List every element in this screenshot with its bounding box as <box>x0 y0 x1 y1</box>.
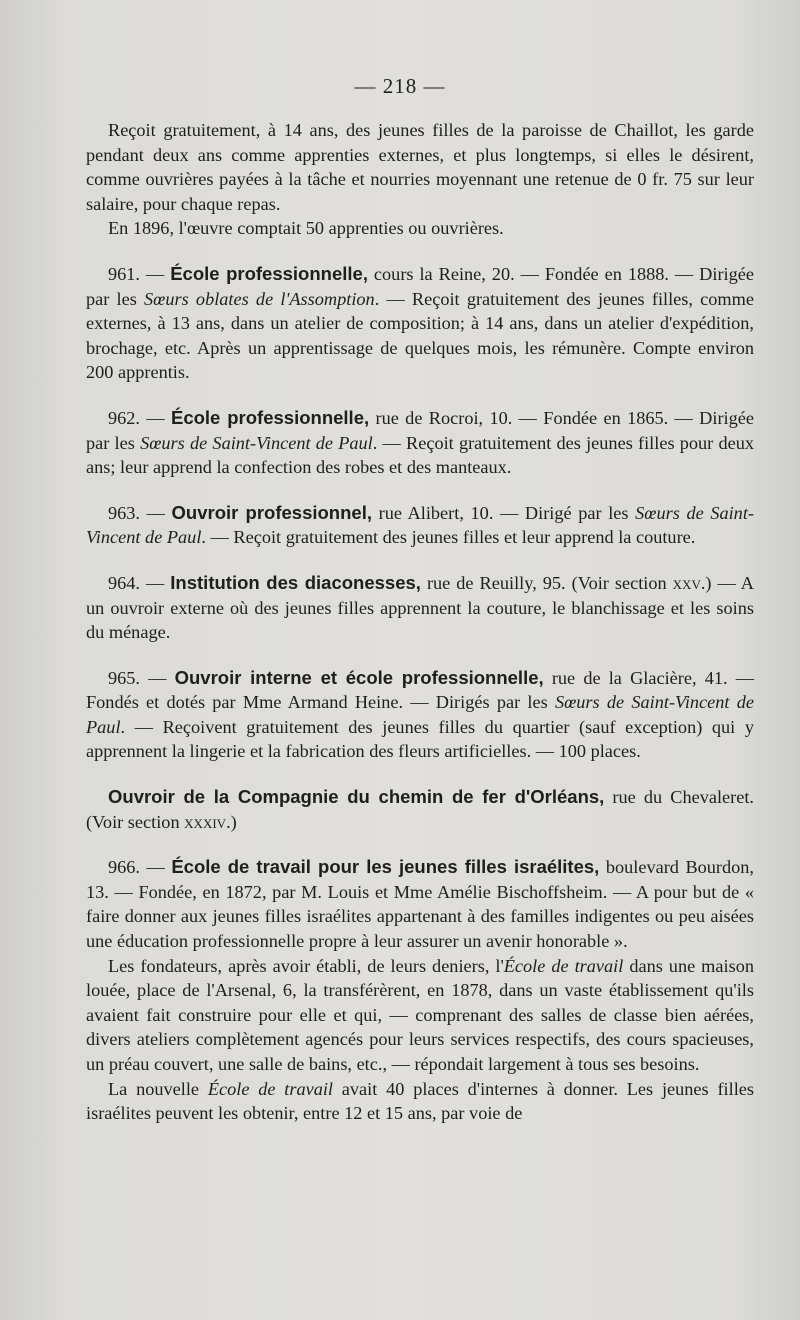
entry-number: 962. <box>108 407 140 428</box>
entry-number: 964. <box>108 572 140 593</box>
institution-name: Institution des diaconesses, <box>170 571 421 593</box>
school-title: École de travail <box>207 1078 334 1099</box>
paragraph-fondateurs: Les fondateurs, après avoir établi, de leurs deniers, l'École de travail dans une maison louée, place de l'Arsenal, 6, la transférèrent, en 1878, dans un vaste établissement qu'ils avaient fait construire pour elle et qui, — comprenant des salles de classe bien aérées, divers ateliers complètement agencés pour leurs services respectifs, des cours spacieuses, un préau couvert, une salle de bains, etc., — répondait largement à tous ses besoins. <box>86 955 754 1074</box>
entry-number: 963. <box>108 502 140 523</box>
entry-964: 964. — Institution des diaconesses, rue de Reuilly, 95. (Voir section xxv.) — A un ouvroir externe où des jeunes filles apprennent la couture, le blanchissage et les soins du ménage. <box>86 571 754 643</box>
entry-966: 966. — École de travail pour les jeunes filles israélites, boulevard Bourdon, 13. — Fondée, en 1872, par M. Louis et Mme Amélie Bischoffsheim. — A pour but de « faire donner aux jeunes filles israélites appartenant à des familles indigentes ou peu aisées une éducation professionnelle propre à leur assurer un avenir honorable ». <box>86 856 754 952</box>
section-ref: xxv <box>672 572 701 593</box>
institution-name: École professionnelle, <box>170 406 370 428</box>
institution-name: Ouvroir interne et école professionnelle, <box>174 666 544 688</box>
page-body <box>86 118 754 1126</box>
entry-961: 961. — École professionnelle, cours la Reine, 20. — Fondée en 1888. — Dirigée par les Sœurs oblates de l'Assomption. — Reçoit gratuitement des jeunes filles, comme externes, à 13 ans, dans un atelier de composition; à 14 ans, dans un atelier d'expédition, brochage, etc. Après un apprentissage de quelques mois, les rémunère. Compte environ 200 apprentis. <box>86 262 754 383</box>
entry-number: 965. <box>108 667 140 688</box>
paragraph-nouvelle-ecole: La nouvelle École de travail avait 40 places d'internes à donner. Les jeunes filles israélites peuvent les obtenir, entre 12 et 15 ans, par voie de <box>86 1078 754 1124</box>
congregation: Sœurs de Saint-Vincent de Paul <box>140 432 373 453</box>
entry-963: 963. — Ouvroir professionnel, rue Alibert, 10. — Dirigé par les Sœurs de Saint-Vincent de Paul. — Reçoit gratuitement des jeunes filles et leur apprend la couture. <box>86 501 754 548</box>
congregation: Sœurs de Saint-Vincent de Paul <box>86 692 754 737</box>
school-title: École de travail <box>503 955 624 976</box>
institution-name: Ouvroir professionnel, <box>171 501 372 523</box>
entry-965: 965. — Ouvroir interne et école professionnelle, rue de la Glacière, 41. — Fondés et dotés par Mme Armand Heine. — Dirigés par les Sœurs de Saint-Vincent de Paul. — Reçoivent gratuitement des jeunes filles du quartier (sauf exception) qui y apprennent la lingerie et la fabrication des fleurs artificielles. — 100 places. <box>86 666 755 762</box>
congregation: Sœurs oblates de l'Assomption <box>144 288 375 309</box>
institution-name: École de travail pour les jeunes filles israélites, <box>171 856 600 878</box>
section-ref: xxxiv <box>184 811 227 832</box>
intro-paragraph: Reçoit gratuitement, à 14 ans, des jeunes filles de la paroisse de Chaillot, les garde pendant deux ans comme apprenties externes, et plus longtemps, si elles le désirent, comme ouvrières payées à la tâche et nourries moyennant une retenue de 0 fr. 75 sur leur salaire, pour chaque repas. <box>86 120 754 214</box>
institution-name: École professionnelle, <box>170 262 368 284</box>
entry-number: 966. <box>108 857 140 878</box>
page-number: — 218 — <box>354 74 446 98</box>
entry-orleans: Ouvroir de la Compagnie du chemin de fer d'Orléans, rue du Chevaleret. (Voir section xxxiv.) <box>86 786 754 832</box>
institution-name: Ouvroir de la Compagnie du chemin de fer d'Orléans, <box>108 786 605 808</box>
intro-note: En 1896, l'œuvre comptait 50 apprenties ou ouvrières. <box>108 218 504 239</box>
congregation: Sœurs de Saint-Vincent de Paul <box>86 502 754 548</box>
entry-number: 961. <box>108 263 140 284</box>
entry-962: 962. — École professionnelle, rue de Rocroi, 10. — Fondée en 1865. — Dirigée par les Sœurs de Saint-Vincent de Paul. — Reçoit gratuitement des jeunes filles pour deux ans; leur apprend la confection des robes et des manteaux. <box>86 406 755 478</box>
